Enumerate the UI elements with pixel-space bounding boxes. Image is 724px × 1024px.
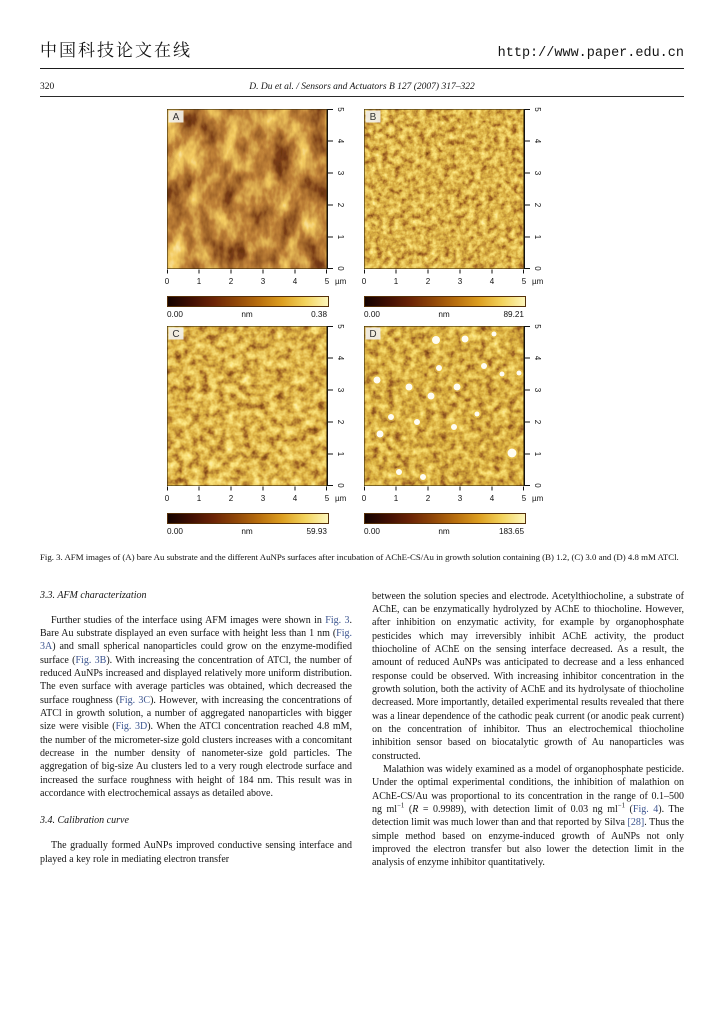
y-tick-label: 5 [533, 324, 542, 329]
scale-min-value: 0.00 [167, 527, 183, 536]
x-tick-label: 3 [260, 494, 266, 503]
citation-link[interactable]: Fig. 3A [40, 627, 352, 653]
colorbar-labels [167, 310, 327, 319]
x-tick-label: 1 [196, 277, 202, 286]
y-tick-label: 3 [533, 387, 542, 393]
x-tick-label: 0 [361, 494, 367, 503]
height-colorbar [364, 296, 526, 307]
y-tick-label: 0 [336, 266, 345, 271]
afm-image [361, 324, 557, 506]
y-tick-label: 4 [336, 138, 345, 144]
citation-link[interactable]: Fig. 3 [325, 614, 350, 626]
gold-cluster-dot [388, 414, 394, 420]
figure-caption: Fig. 3. AFM images of (A) bare Au substrate and the different AuNPs surfaces after incubation of AChE-CS/Au in growth solution containing (B) 1.2, (C) 3.0 and (D) 4.8 mM ATCl. [40, 552, 679, 562]
colorbar-labels [364, 310, 524, 319]
gold-cluster-dot [454, 384, 461, 391]
height-colorbar [364, 513, 526, 524]
gold-cluster-dot [377, 431, 384, 438]
afm-image [361, 107, 557, 289]
gold-cluster-dot [451, 424, 457, 430]
x-axis-unit: µm [335, 494, 347, 503]
citation-link[interactable]: [28] [627, 817, 645, 829]
running-head-rule [40, 96, 684, 97]
panel-label: A [172, 112, 180, 123]
x-tick-label: 5 [521, 494, 527, 503]
right-column [372, 590, 684, 870]
paragraph-afm: Further studies of the interface using AFM images were shown in Fig. 3. Bare Au substrate displayed an even surface with height less than 1 nm (Fig. 3A) and small spherical nanoparticles could grow on the enzyme-modified surface (Fig. 3B). With increasing the concentration of ATCl, the number of reduced AuNPs increased and displayed relatively more uniform distribution. The even surface with average particles was obtained, which decreased the surface roughness (Fig. 3C). However, with increasing the concentrations of ATCl in growth solution, a number of aggregated nanoparticles with bigger size were visible (Fig. 3D). When the ATCl concentration reached 4.8 mM, the number of the micrometer-size gold clusters increases with a concomitant decrease in the number density of nanometer-size gold particles. The aggregation of big-size Au clusters led to a very rough electrode surface and increased the surface roughness with height of 184 nm. This result was in accordance with electrochemical assays as detailed above. [40, 614, 353, 800]
gold-cluster-dot [475, 412, 480, 417]
y-tick-label: 0 [533, 483, 542, 488]
y-tick-label: 2 [533, 202, 542, 208]
y-tick-label: 5 [336, 324, 345, 329]
height-colorbar [167, 296, 329, 307]
scale-unit-label: nm [241, 310, 253, 319]
scale-min-value: 0.00 [364, 310, 380, 319]
height-colorbar [167, 513, 329, 524]
y-tick-label: 2 [533, 419, 542, 425]
section-heading-3-3: 3.3. AFM characterization [40, 589, 147, 601]
x-tick-label: 0 [164, 277, 170, 286]
x-tick-label: 5 [324, 494, 330, 503]
afm-panel [164, 324, 360, 536]
x-tick-label: 4 [292, 277, 298, 286]
y-tick-label: 0 [336, 483, 345, 488]
y-tick-label: 3 [336, 170, 345, 176]
afm-panel [361, 324, 557, 536]
x-axis-unit: µm [335, 277, 347, 286]
x-axis-unit: µm [532, 494, 544, 503]
y-tick-label: 3 [336, 387, 345, 393]
article-body [40, 590, 684, 870]
y-tick-label: 2 [336, 202, 345, 208]
header-rule [40, 68, 684, 69]
y-tick-label: 4 [533, 138, 542, 144]
scale-min-value: 0.00 [364, 527, 380, 536]
x-tick-label: 4 [292, 494, 298, 503]
paper-page [40, 0, 684, 870]
section-heading-3-4: 3.4. Calibration curve [40, 815, 129, 827]
paragraph-malathion: Malathion was widely examined as a model of organophosphate pesticide. Under the optimal experimental conditions, the inhibition of malathion on AChE-CS/Au was proportional to its concentration in the range of 0.1–500 ng $ml^{-1}$ (R = 0.9989), with detection limit of 0.03 ng $ml^{-1}$ (Fig. 4). The detection limit was much lower than and that reported by Silva [28]. Thus the simple method based on enzyme-induced growth of AuNPs not only improved the electron transfer but also lower the detection limit in the analysis of enzyme inhibitor quantitatively. [372, 764, 684, 869]
x-tick-label: 1 [393, 277, 399, 286]
citation-link[interactable]: Fig. 3D [115, 721, 148, 733]
y-tick-label: 3 [533, 170, 542, 176]
site-name: 中国科技论文在线 [40, 41, 192, 60]
y-tick-label: 4 [533, 355, 542, 361]
site-url: http://www.paper.edu.cn [497, 46, 684, 61]
paragraph-continuation: between the solution species and electrode. Acetylthiocholine, a substrate of AChE, can be enzymatically hydrolyzed by AChE to thiocholine. However, after inhibition on enzymatic activity, for example by organophosphate pesticides which may irreversibly inhibit AChE activity, the product thiocholine of AChE on the sensing interface decreased. As a result, the amount of reduced AuNPs was anticipated to decrease and a less enhanced response could be observed. With increasing inhibitor concentration in the growth solution, both the activity of AChE and its hydrolysate of thiocholine decreased. More importantly, detailed experimental results revealed that there was a linear dependence of the cathodic peak current (or anodic peak current) on the concentration of inhibitor. Thus an electrochemical thiocholine inhibition sensor based on biocatalytic growth of Au nanoparticles was constructed. [372, 590, 684, 762]
gold-cluster-dot [517, 371, 522, 376]
gold-cluster-dot [508, 449, 517, 458]
colorbar-labels [167, 527, 327, 536]
x-tick-label: 5 [324, 277, 330, 286]
x-axis-unit: µm [532, 277, 544, 286]
gold-cluster-dot [432, 336, 440, 344]
x-tick-label: 2 [228, 494, 234, 503]
x-tick-label: 5 [521, 277, 527, 286]
x-tick-label: 4 [489, 277, 495, 286]
y-tick-label: 0 [533, 266, 542, 271]
afm-grid [164, 107, 557, 536]
y-tick-label: 1 [533, 451, 542, 457]
afm-image [164, 324, 360, 506]
afm-panel [164, 107, 360, 319]
gold-cluster-dot [406, 384, 413, 391]
running-title: D. Du et al. / Sensors and Actuators B 127 (2007) 317–322 [249, 82, 475, 92]
gold-cluster-dot [500, 372, 505, 377]
colorbar-labels [364, 527, 524, 536]
gold-cluster-dot [462, 336, 469, 343]
scale-max-value: 183.65 [498, 527, 524, 536]
x-tick-label: 3 [457, 277, 463, 286]
citation-link[interactable]: Fig. 4 [632, 804, 659, 816]
left-column [40, 590, 352, 870]
citation-link[interactable]: Fig. 3C [119, 694, 151, 706]
afm-panel [361, 107, 557, 319]
y-tick-label: 2 [336, 419, 345, 425]
y-tick-label: 1 [336, 451, 345, 457]
scale-unit-label: nm [438, 527, 450, 536]
y-tick-label: 5 [336, 107, 345, 112]
gold-cluster-dot [436, 365, 442, 371]
running-head [40, 82, 684, 92]
site-header [40, 36, 684, 61]
x-tick-label: 2 [228, 277, 234, 286]
scale-max-value: 59.93 [306, 527, 327, 536]
scale-max-value: 89.21 [503, 310, 524, 319]
scale-unit-label: nm [241, 527, 253, 536]
x-tick-label: 1 [393, 494, 399, 503]
scale-unit-label: nm [438, 310, 450, 319]
y-tick-label: 1 [336, 234, 345, 240]
gold-cluster-dot [420, 474, 426, 480]
y-tick-label: 1 [533, 234, 542, 240]
x-tick-label: 0 [164, 494, 170, 503]
x-tick-label: 1 [196, 494, 202, 503]
page-number: 320 [40, 82, 55, 92]
figure-3 [40, 109, 684, 564]
afm-image [164, 107, 360, 289]
panel-label: B [369, 112, 377, 123]
y-tick-label: 5 [533, 107, 542, 112]
paragraph-calibration-start: The gradually formed AuNPs improved conductive sensing interface and played a key role in mediating electron transfer [40, 840, 352, 865]
gold-cluster-dot [481, 363, 487, 369]
x-tick-label: 3 [457, 494, 463, 503]
citation-link[interactable]: Fig. 3B [75, 654, 107, 666]
x-tick-label: 2 [425, 277, 431, 286]
gold-cluster-dot [492, 332, 497, 337]
panel-label: D [369, 329, 377, 340]
x-tick-label: 4 [489, 494, 495, 503]
gold-cluster-dot [374, 377, 381, 384]
gold-cluster-dot [414, 419, 420, 425]
scale-min-value: 0.00 [167, 310, 183, 319]
y-tick-label: 4 [336, 355, 345, 361]
panel-label: C [172, 329, 180, 340]
x-tick-label: 2 [425, 494, 431, 503]
gold-cluster-dot [428, 393, 435, 400]
gold-cluster-dot [396, 469, 402, 475]
x-tick-label: 0 [361, 277, 367, 286]
scale-max-value: 0.38 [311, 310, 327, 319]
x-tick-label: 3 [260, 277, 266, 286]
